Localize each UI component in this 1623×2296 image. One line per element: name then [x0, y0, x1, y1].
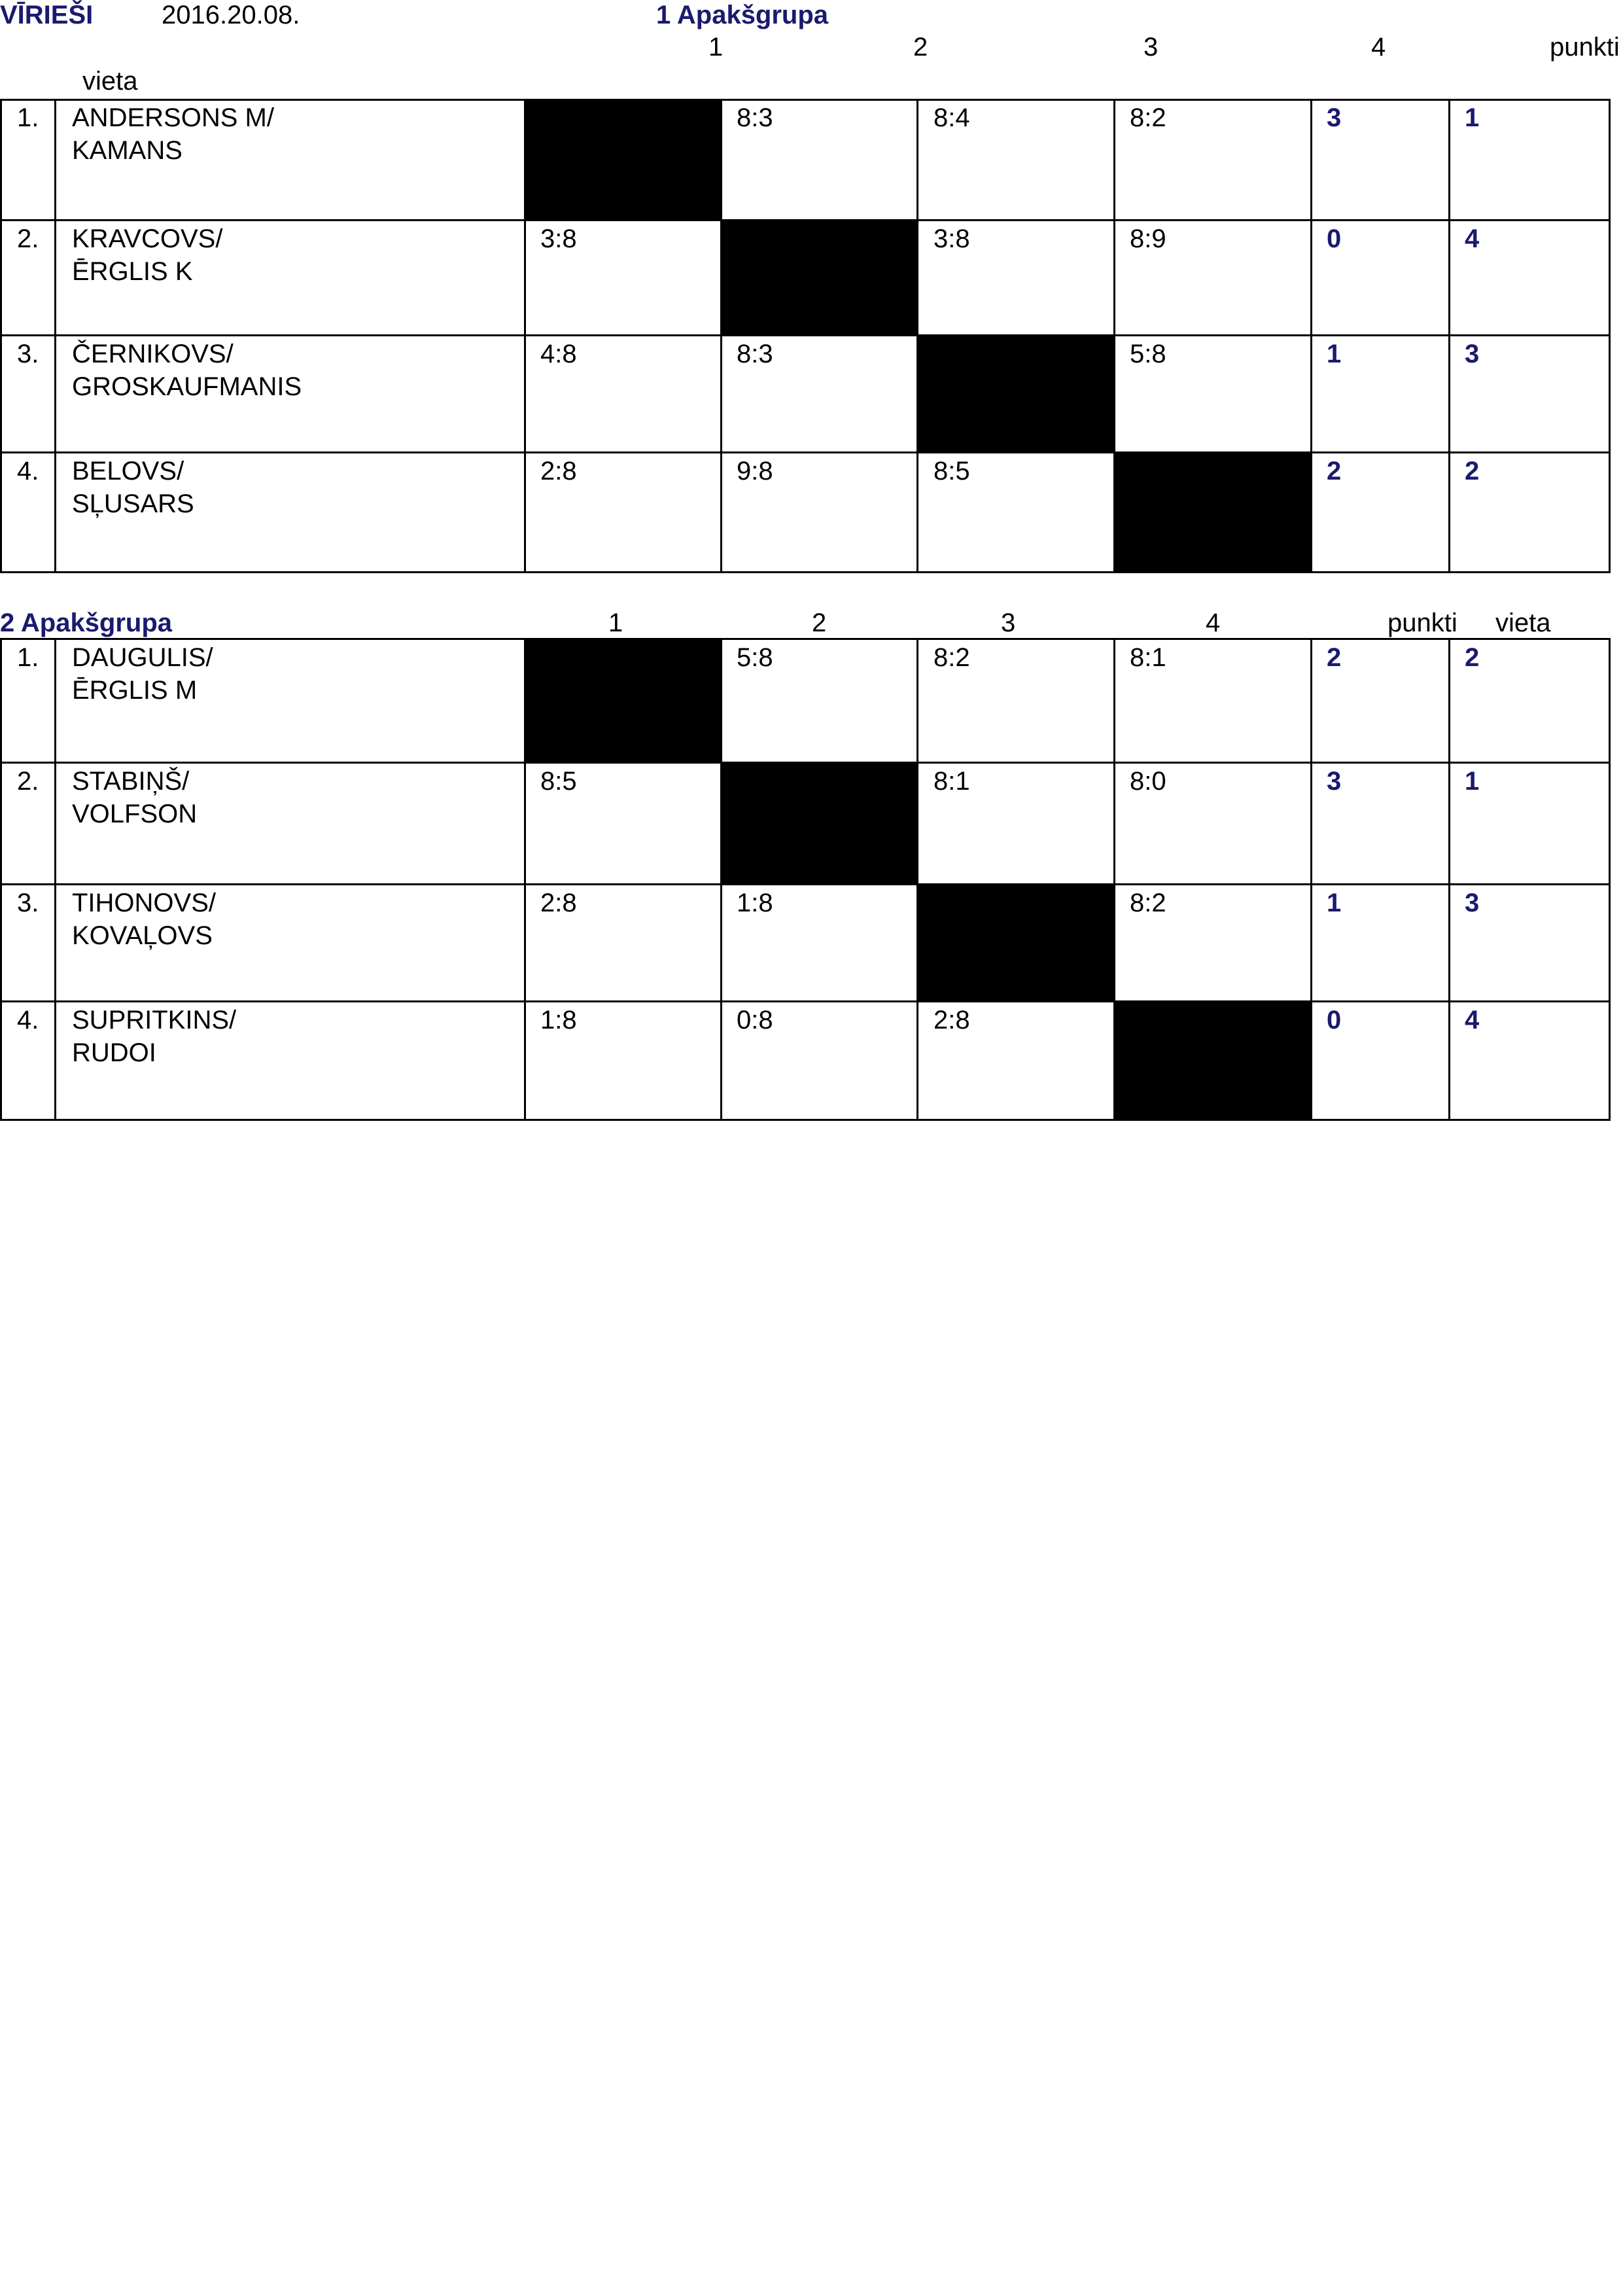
group-1-col-2: 2	[913, 33, 928, 62]
rank-cell: 4.	[17, 457, 39, 486]
table-rule	[54, 99, 56, 573]
score-cell: 5:8	[1130, 340, 1166, 368]
table-rule	[0, 99, 2, 573]
group-1-col-3: 3	[1143, 33, 1159, 62]
score-cell: 2:8	[540, 457, 577, 486]
player-name	[72, 1004, 236, 1069]
player-1: KRAVCOVS/	[72, 224, 223, 253]
score-cell: 8:2	[1130, 103, 1166, 132]
points-cell: 3	[1327, 767, 1342, 796]
player-2: GROSKAUFMANIS	[72, 372, 302, 401]
rank-cell: 3.	[17, 889, 39, 917]
group-1-place-header: vieta	[82, 67, 138, 96]
group-2-col-3: 3	[1001, 609, 1016, 637]
score-cell: 8:4	[934, 103, 970, 132]
player-name	[72, 338, 302, 403]
place-cell: 2	[1465, 643, 1480, 672]
diagonal-block	[916, 883, 1115, 1002]
table-rule	[1448, 99, 1450, 573]
points-cell: 3	[1327, 103, 1342, 132]
score-cell: 1:8	[737, 889, 773, 917]
player-1: ČERNIKOVS/	[72, 340, 234, 368]
score-cell: 2:8	[934, 1006, 970, 1034]
group-2-col-1: 1	[608, 609, 623, 637]
player-2: VOLFSON	[72, 800, 198, 828]
score-cell: 1:8	[540, 1006, 577, 1034]
place-cell: 1	[1465, 767, 1480, 796]
score-cell: 8:3	[737, 103, 773, 132]
points-cell: 2	[1327, 643, 1342, 672]
table-rule	[1609, 638, 1611, 1121]
score-cell: 2:8	[540, 889, 577, 917]
group-2-col-2: 2	[812, 609, 827, 637]
group-1-points-header: punkti	[1550, 33, 1620, 62]
score-cell: 0:8	[737, 1006, 773, 1034]
place-cell: 4	[1465, 224, 1480, 253]
diagonal-block	[524, 99, 722, 221]
player-1: ANDERSONS M/	[72, 103, 274, 132]
points-cell: 0	[1327, 224, 1342, 253]
player-2: ĒRGLIS M	[72, 676, 198, 705]
score-cell: 3:8	[540, 224, 577, 253]
points-cell: 1	[1327, 889, 1342, 917]
table-rule	[0, 451, 1611, 453]
group-1-col-4: 4	[1371, 33, 1386, 62]
score-cell: 8:1	[934, 767, 970, 796]
score-cell: 8:5	[934, 457, 970, 486]
rank-cell: 2.	[17, 767, 39, 796]
group-2-points-header: punkti	[1387, 609, 1457, 637]
points-cell: 0	[1327, 1006, 1342, 1034]
table-rule	[0, 1119, 1611, 1121]
score-cell: 8:2	[1130, 889, 1166, 917]
diagonal-block	[916, 334, 1115, 453]
place-cell: 2	[1465, 457, 1480, 486]
group-2-place-header: vieta	[1495, 609, 1551, 637]
table-rule	[0, 571, 1611, 573]
player-1: DAUGULIS/	[72, 643, 213, 672]
points-cell: 1	[1327, 340, 1342, 368]
table-rule	[0, 99, 1611, 101]
player-2: RUDOI	[72, 1038, 156, 1067]
score-cell: 9:8	[737, 457, 773, 486]
player-1: TIHONOVS/	[72, 889, 217, 917]
table-rule	[0, 638, 2, 1121]
score-cell: 4:8	[540, 340, 577, 368]
table-rule	[1609, 99, 1611, 573]
rank-cell: 1.	[17, 643, 39, 672]
rank-cell: 4.	[17, 1006, 39, 1034]
score-cell: 8:9	[1130, 224, 1166, 253]
place-cell: 3	[1465, 889, 1480, 917]
place-cell: 4	[1465, 1006, 1480, 1034]
player-2: ĒRGLIS K	[72, 257, 193, 286]
score-cell: 5:8	[737, 643, 773, 672]
player-2: KAMANS	[72, 136, 183, 165]
rank-cell: 3.	[17, 340, 39, 368]
table-rule	[1448, 638, 1450, 1121]
player-name	[72, 101, 274, 167]
diagonal-block	[720, 219, 918, 336]
diagonal-block	[524, 638, 722, 764]
table-rule	[0, 1000, 1611, 1002]
date-label: 2016.20.08.	[162, 1, 300, 29]
player-1: SUPRITKINS/	[72, 1006, 237, 1034]
diagonal-block	[1113, 1000, 1312, 1121]
player-2: SĻUSARS	[72, 489, 194, 518]
rank-cell: 2.	[17, 224, 39, 253]
score-cell: 8:5	[540, 767, 577, 796]
place-cell: 3	[1465, 340, 1480, 368]
player-1: BELOVS/	[72, 457, 184, 486]
player-2: KOVAĻOVS	[72, 921, 213, 950]
diagonal-block	[720, 762, 918, 885]
place-cell: 1	[1465, 103, 1480, 132]
score-cell: 8:1	[1130, 643, 1166, 672]
group-2-col-4: 4	[1206, 609, 1221, 637]
score-cell: 8:0	[1130, 767, 1166, 796]
group-2-title: 2 Apakšgrupa	[0, 609, 173, 637]
player-name	[72, 641, 213, 707]
group-1-col-1: 1	[708, 33, 724, 62]
player-name	[72, 765, 197, 830]
points-cell: 2	[1327, 457, 1342, 486]
rank-cell: 1.	[17, 103, 39, 132]
player-name	[72, 455, 194, 520]
group-1-title: 1 Apakšgrupa	[656, 1, 829, 29]
diagonal-block	[1113, 451, 1312, 573]
player-name	[72, 887, 216, 952]
score-cell: 8:2	[934, 643, 970, 672]
player-1: STABIŅŠ/	[72, 767, 190, 796]
page-title: VĪRIEŠI	[0, 1, 94, 29]
score-cell: 3:8	[934, 224, 970, 253]
score-cell: 8:3	[737, 340, 773, 368]
table-rule	[0, 638, 1611, 640]
table-rule	[54, 638, 56, 1121]
player-name	[72, 222, 222, 288]
